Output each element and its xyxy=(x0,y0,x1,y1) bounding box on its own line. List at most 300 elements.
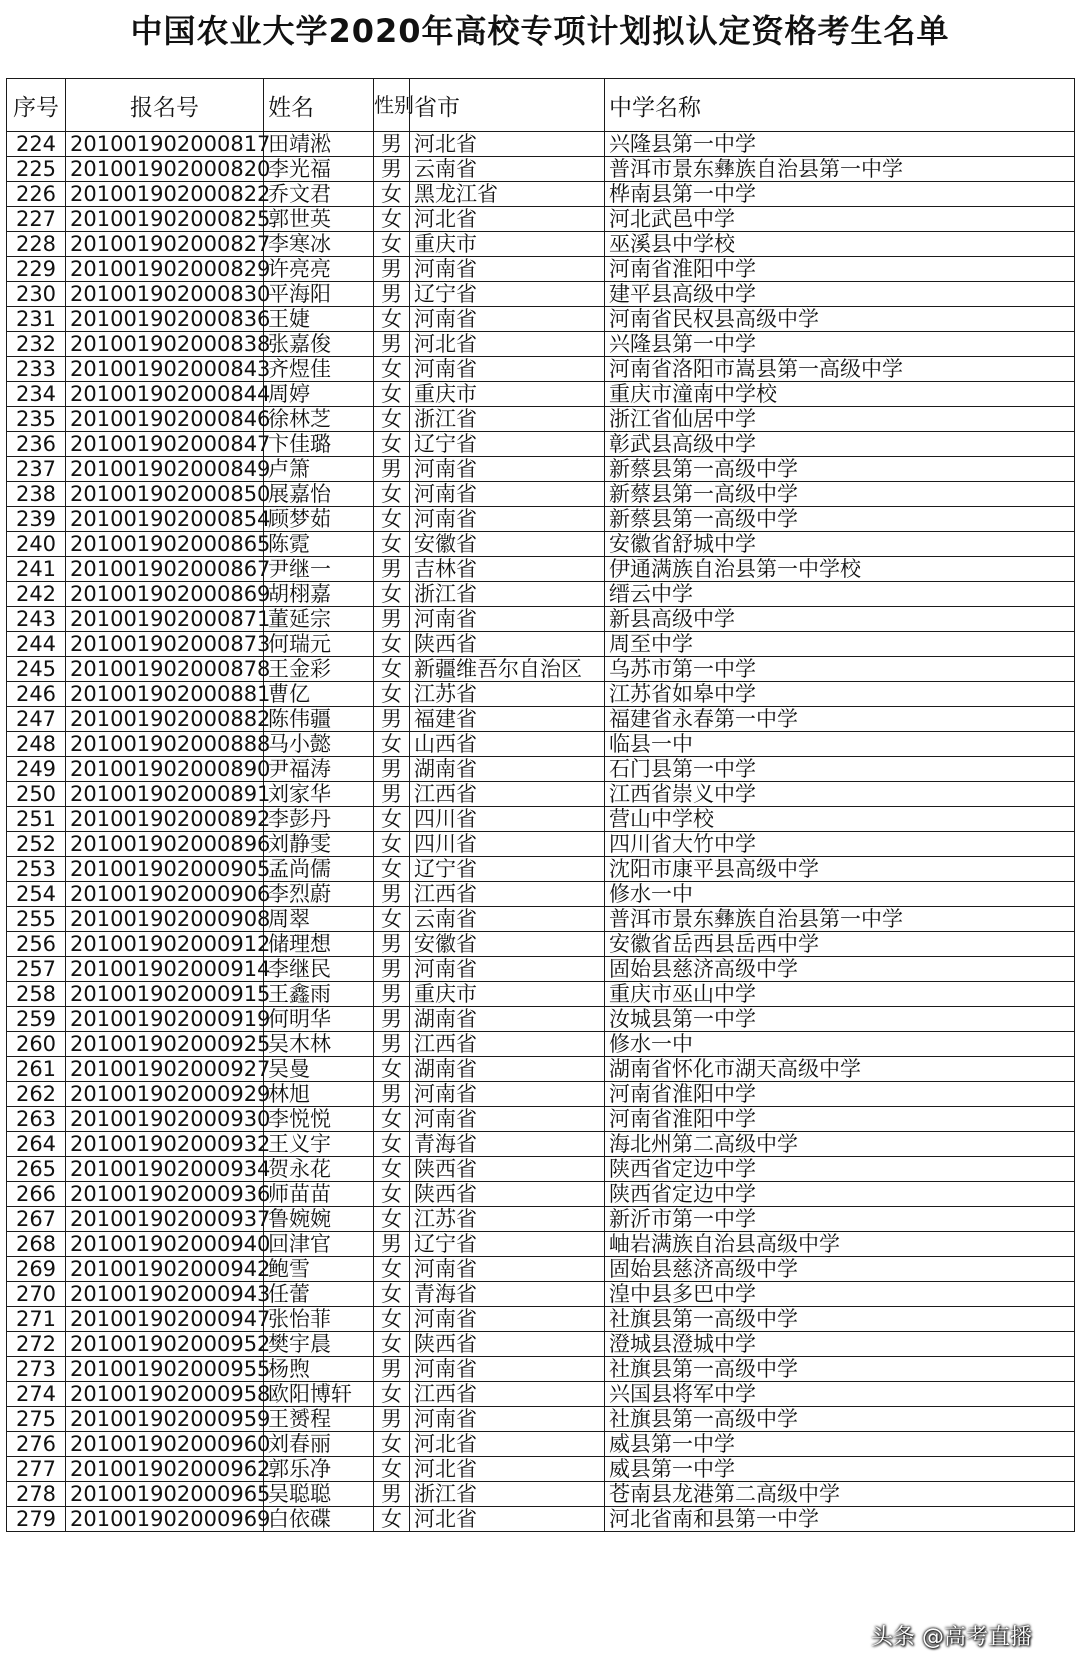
cell-province: 江西省 xyxy=(410,1032,605,1057)
cell-province: 河南省 xyxy=(410,957,605,982)
cell-reg-no: 201001902000869 xyxy=(66,582,264,607)
cell-gender: 女 xyxy=(374,832,410,857)
cell-gender: 女 xyxy=(374,1157,410,1182)
cell-seq: 254 xyxy=(7,882,66,907)
cell-seq: 279 xyxy=(7,1507,66,1532)
cell-reg-no: 201001902000888 xyxy=(66,732,264,757)
cell-name: 平海阳 xyxy=(264,282,374,307)
cell-province: 青海省 xyxy=(410,1282,605,1307)
table-row xyxy=(7,757,1075,782)
cell-school: 浙江省仙居中学 xyxy=(605,407,1075,432)
cell-province: 浙江省 xyxy=(410,407,605,432)
cell-school: 普洱市景东彝族自治县第一中学 xyxy=(605,157,1075,182)
cell-gender: 男 xyxy=(374,132,410,157)
cell-reg-no: 201001902000854 xyxy=(66,507,264,532)
cell-reg-no: 201001902000955 xyxy=(66,1357,264,1382)
cell-name: 鲍雪 xyxy=(264,1257,374,1282)
cell-province: 陕西省 xyxy=(410,632,605,657)
cell-reg-no: 201001902000962 xyxy=(66,1457,264,1482)
cell-name: 白依碟 xyxy=(264,1507,374,1532)
cell-seq: 270 xyxy=(7,1282,66,1307)
cell-province: 河南省 xyxy=(410,482,605,507)
cell-seq: 252 xyxy=(7,832,66,857)
cell-reg-no: 201001902000871 xyxy=(66,607,264,632)
cell-province: 河北省 xyxy=(410,1507,605,1532)
cell-name: 何明华 xyxy=(264,1007,374,1032)
cell-school: 乌苏市第一中学 xyxy=(605,657,1075,682)
cell-reg-no: 201001902000919 xyxy=(66,1007,264,1032)
table-row xyxy=(7,532,1075,557)
cell-reg-no: 201001902000936 xyxy=(66,1182,264,1207)
cell-school: 彰武县高级中学 xyxy=(605,432,1075,457)
cell-name: 李烈蔚 xyxy=(264,882,374,907)
cell-school: 沈阳市康平县高级中学 xyxy=(605,857,1075,882)
table-row xyxy=(7,882,1075,907)
cell-school: 河南省淮阳中学 xyxy=(605,1082,1075,1107)
cell-name: 顾梦茹 xyxy=(264,507,374,532)
cell-name: 陈伟疆 xyxy=(264,707,374,732)
table-row xyxy=(7,357,1075,382)
cell-reg-no: 201001902000912 xyxy=(66,932,264,957)
cell-seq: 228 xyxy=(7,232,66,257)
table-row xyxy=(7,682,1075,707)
cell-seq: 247 xyxy=(7,707,66,732)
cell-province: 湖南省 xyxy=(410,1007,605,1032)
cell-seq: 251 xyxy=(7,807,66,832)
cell-reg-no: 201001902000969 xyxy=(66,1507,264,1532)
cell-seq: 227 xyxy=(7,207,66,232)
cell-name: 欧阳博轩 xyxy=(264,1382,374,1407)
cell-gender: 女 xyxy=(374,1182,410,1207)
table-row xyxy=(7,332,1075,357)
cell-seq: 250 xyxy=(7,782,66,807)
cell-name: 卞佳璐 xyxy=(264,432,374,457)
cell-gender: 男 xyxy=(374,957,410,982)
cell-seq: 274 xyxy=(7,1382,66,1407)
cell-name: 樊宇晨 xyxy=(264,1332,374,1357)
cell-reg-no: 201001902000942 xyxy=(66,1257,264,1282)
table-row xyxy=(7,307,1075,332)
table-row xyxy=(7,1082,1075,1107)
table-row xyxy=(7,707,1075,732)
cell-name: 刘家华 xyxy=(264,782,374,807)
cell-seq: 262 xyxy=(7,1082,66,1107)
table-row xyxy=(7,1507,1075,1532)
table-row xyxy=(7,1057,1075,1082)
cell-seq: 257 xyxy=(7,957,66,982)
roster-table-container xyxy=(6,78,1075,1532)
cell-reg-no: 201001902000822 xyxy=(66,182,264,207)
cell-seq: 261 xyxy=(7,1057,66,1082)
cell-school: 营山中学校 xyxy=(605,807,1075,832)
table-row xyxy=(7,1032,1075,1057)
cell-province: 河南省 xyxy=(410,307,605,332)
cell-gender: 女 xyxy=(374,232,410,257)
cell-name: 回津官 xyxy=(264,1232,374,1257)
cell-province: 青海省 xyxy=(410,1132,605,1157)
cell-school: 威县第一中学 xyxy=(605,1432,1075,1457)
cell-name: 孟尚儒 xyxy=(264,857,374,882)
cell-school: 威县第一中学 xyxy=(605,1457,1075,1482)
cell-gender: 男 xyxy=(374,332,410,357)
cell-province: 云南省 xyxy=(410,157,605,182)
cell-province: 河南省 xyxy=(410,507,605,532)
cell-name: 鲁婉婉 xyxy=(264,1207,374,1232)
cell-reg-no: 201001902000930 xyxy=(66,1107,264,1132)
cell-seq: 268 xyxy=(7,1232,66,1257)
header-seq: 序号 xyxy=(7,79,66,132)
table-row xyxy=(7,232,1075,257)
cell-seq: 238 xyxy=(7,482,66,507)
cell-province: 山西省 xyxy=(410,732,605,757)
cell-gender: 女 xyxy=(374,732,410,757)
cell-seq: 246 xyxy=(7,682,66,707)
header-gender: 性别 xyxy=(374,79,410,132)
table-row xyxy=(7,1382,1075,1407)
cell-province: 河北省 xyxy=(410,132,605,157)
cell-name: 王婕 xyxy=(264,307,374,332)
page-title: 中国农业大学2020年高校专项计划拟认定资格考生名单 xyxy=(130,12,950,50)
cell-seq: 229 xyxy=(7,257,66,282)
cell-gender: 女 xyxy=(374,1457,410,1482)
cell-province: 安徽省 xyxy=(410,532,605,557)
cell-province: 湖南省 xyxy=(410,757,605,782)
watermark-text: 头条 @高考直播 xyxy=(871,1625,1032,1650)
cell-school: 兴隆县第一中学 xyxy=(605,332,1075,357)
cell-seq: 224 xyxy=(7,132,66,157)
table-row xyxy=(7,457,1075,482)
cell-province: 湖南省 xyxy=(410,1057,605,1082)
cell-gender: 女 xyxy=(374,1132,410,1157)
cell-reg-no: 201001902000820 xyxy=(66,157,264,182)
table-row xyxy=(7,907,1075,932)
cell-name: 王金彩 xyxy=(264,657,374,682)
cell-name: 李寒冰 xyxy=(264,232,374,257)
roster-table xyxy=(6,78,1075,1532)
cell-gender: 男 xyxy=(374,1482,410,1507)
cell-reg-no: 201001902000959 xyxy=(66,1407,264,1432)
header-school: 中学名称 xyxy=(605,79,1075,132)
cell-reg-no: 201001902000846 xyxy=(66,407,264,432)
table-row xyxy=(7,1232,1075,1257)
cell-seq: 271 xyxy=(7,1307,66,1332)
cell-name: 尹福涛 xyxy=(264,757,374,782)
cell-reg-no: 201001902000847 xyxy=(66,432,264,457)
cell-province: 江西省 xyxy=(410,882,605,907)
cell-province: 江苏省 xyxy=(410,682,605,707)
table-row xyxy=(7,132,1075,157)
cell-gender: 女 xyxy=(374,307,410,332)
cell-school: 江苏省如皋中学 xyxy=(605,682,1075,707)
cell-reg-no: 201001902000881 xyxy=(66,682,264,707)
cell-name: 马小懿 xyxy=(264,732,374,757)
cell-name: 张怡菲 xyxy=(264,1307,374,1332)
cell-reg-no: 201001902000867 xyxy=(66,557,264,582)
cell-name: 董延宗 xyxy=(264,607,374,632)
table-row xyxy=(7,1157,1075,1182)
cell-gender: 女 xyxy=(374,1307,410,1332)
table-row xyxy=(7,1332,1075,1357)
table-body xyxy=(7,132,1075,1532)
cell-school: 新蔡县第一高级中学 xyxy=(605,507,1075,532)
cell-reg-no: 201001902000844 xyxy=(66,382,264,407)
cell-name: 林旭 xyxy=(264,1082,374,1107)
cell-name: 周翠 xyxy=(264,907,374,932)
cell-school: 石门县第一中学 xyxy=(605,757,1075,782)
cell-name: 杨煦 xyxy=(264,1357,374,1382)
cell-province: 河南省 xyxy=(410,357,605,382)
cell-school: 河南省民权县高级中学 xyxy=(605,307,1075,332)
cell-gender: 女 xyxy=(374,1507,410,1532)
cell-name: 李彭丹 xyxy=(264,807,374,832)
cell-reg-no: 201001902000890 xyxy=(66,757,264,782)
cell-reg-no: 201001902000882 xyxy=(66,707,264,732)
cell-gender: 男 xyxy=(374,982,410,1007)
cell-reg-no: 201001902000952 xyxy=(66,1332,264,1357)
cell-seq: 241 xyxy=(7,557,66,582)
cell-name: 周婷 xyxy=(264,382,374,407)
cell-reg-no: 201001902000825 xyxy=(66,207,264,232)
cell-school: 澄城县澄城中学 xyxy=(605,1332,1075,1357)
cell-reg-no: 201001902000932 xyxy=(66,1132,264,1157)
cell-gender: 女 xyxy=(374,1057,410,1082)
cell-reg-no: 201001902000965 xyxy=(66,1482,264,1507)
table-header xyxy=(7,79,1075,132)
cell-reg-no: 201001902000906 xyxy=(66,882,264,907)
cell-gender: 男 xyxy=(374,157,410,182)
cell-reg-no: 201001902000940 xyxy=(66,1232,264,1257)
table-row xyxy=(7,157,1075,182)
cell-school: 苍南县龙港第二高级中学 xyxy=(605,1482,1075,1507)
cell-province: 河南省 xyxy=(410,1407,605,1432)
cell-gender: 女 xyxy=(374,807,410,832)
cell-seq: 233 xyxy=(7,357,66,382)
cell-reg-no: 201001902000891 xyxy=(66,782,264,807)
cell-province: 河南省 xyxy=(410,457,605,482)
cell-gender: 男 xyxy=(374,1032,410,1057)
cell-reg-no: 201001902000929 xyxy=(66,1082,264,1107)
cell-school: 安徽省舒城中学 xyxy=(605,532,1075,557)
cell-name: 许亮亮 xyxy=(264,257,374,282)
cell-reg-no: 201001902000960 xyxy=(66,1432,264,1457)
cell-reg-no: 201001902000836 xyxy=(66,307,264,332)
cell-gender: 女 xyxy=(374,1432,410,1457)
cell-school: 陕西省定边中学 xyxy=(605,1157,1075,1182)
cell-reg-no: 201001902000838 xyxy=(66,332,264,357)
table-row xyxy=(7,1007,1075,1032)
cell-province: 河南省 xyxy=(410,257,605,282)
cell-school: 河北武邑中学 xyxy=(605,207,1075,232)
cell-name: 任蕾 xyxy=(264,1282,374,1307)
cell-school: 重庆市巫山中学 xyxy=(605,982,1075,1007)
cell-gender: 男 xyxy=(374,932,410,957)
table-row xyxy=(7,182,1075,207)
cell-gender: 男 xyxy=(374,607,410,632)
cell-name: 刘春丽 xyxy=(264,1432,374,1457)
cell-seq: 242 xyxy=(7,582,66,607)
watermark xyxy=(839,1623,1032,1653)
cell-reg-no: 201001902000830 xyxy=(66,282,264,307)
cell-school: 河南省洛阳市嵩县第一高级中学 xyxy=(605,357,1075,382)
cell-seq: 235 xyxy=(7,407,66,432)
cell-reg-no: 201001902000873 xyxy=(66,632,264,657)
cell-gender: 男 xyxy=(374,882,410,907)
table-row xyxy=(7,832,1075,857)
cell-province: 四川省 xyxy=(410,832,605,857)
cell-gender: 女 xyxy=(374,682,410,707)
cell-province: 重庆市 xyxy=(410,232,605,257)
cell-seq: 265 xyxy=(7,1157,66,1182)
cell-province: 江苏省 xyxy=(410,1207,605,1232)
cell-school: 四川省大竹中学 xyxy=(605,832,1075,857)
cell-seq: 255 xyxy=(7,907,66,932)
cell-province: 陕西省 xyxy=(410,1182,605,1207)
cell-school: 福建省永春第一中学 xyxy=(605,707,1075,732)
header-province: 省市 xyxy=(410,79,605,132)
cell-province: 河北省 xyxy=(410,1457,605,1482)
cell-province: 辽宁省 xyxy=(410,1232,605,1257)
cell-gender: 女 xyxy=(374,1382,410,1407)
cell-school: 重庆市潼南中学校 xyxy=(605,382,1075,407)
cell-gender: 男 xyxy=(374,707,410,732)
cell-school: 河北省南和县第一中学 xyxy=(605,1507,1075,1532)
cell-school: 伊通满族自治县第一中学校 xyxy=(605,557,1075,582)
cell-school: 建平县高级中学 xyxy=(605,282,1075,307)
cell-school: 兴国县将军中学 xyxy=(605,1382,1075,1407)
cell-school: 新蔡县第一高级中学 xyxy=(605,457,1075,482)
cell-school: 湟中县多巴中学 xyxy=(605,1282,1075,1307)
cell-reg-no: 201001902000915 xyxy=(66,982,264,1007)
cell-school: 陕西省定边中学 xyxy=(605,1182,1075,1207)
cell-reg-no: 201001902000947 xyxy=(66,1307,264,1332)
cell-name: 王鑫雨 xyxy=(264,982,374,1007)
cell-seq: 236 xyxy=(7,432,66,457)
cell-name: 刘静雯 xyxy=(264,832,374,857)
toutiao-logo-icon xyxy=(839,1625,865,1651)
table-row xyxy=(7,607,1075,632)
cell-seq: 243 xyxy=(7,607,66,632)
cell-seq: 234 xyxy=(7,382,66,407)
cell-reg-no: 201001902000943 xyxy=(66,1282,264,1307)
cell-reg-no: 201001902000925 xyxy=(66,1032,264,1057)
cell-name: 王赟程 xyxy=(264,1407,374,1432)
table-row xyxy=(7,632,1075,657)
cell-gender: 男 xyxy=(374,557,410,582)
cell-school: 安徽省岳西县岳西中学 xyxy=(605,932,1075,957)
cell-province: 陕西省 xyxy=(410,1332,605,1357)
cell-gender: 女 xyxy=(374,432,410,457)
cell-school: 江西省崇义中学 xyxy=(605,782,1075,807)
cell-gender: 女 xyxy=(374,482,410,507)
cell-province: 河北省 xyxy=(410,332,605,357)
cell-school: 缙云中学 xyxy=(605,582,1075,607)
cell-reg-no: 201001902000908 xyxy=(66,907,264,932)
cell-name: 王义宇 xyxy=(264,1132,374,1157)
cell-name: 展嘉怡 xyxy=(264,482,374,507)
table-row xyxy=(7,582,1075,607)
table-row xyxy=(7,1432,1075,1457)
cell-name: 储理想 xyxy=(264,932,374,957)
cell-seq: 259 xyxy=(7,1007,66,1032)
cell-reg-no: 201001902000914 xyxy=(66,957,264,982)
cell-province: 新疆维吾尔自治区 xyxy=(410,657,605,682)
cell-gender: 男 xyxy=(374,782,410,807)
cell-school: 巫溪县中学校 xyxy=(605,232,1075,257)
cell-seq: 267 xyxy=(7,1207,66,1232)
cell-province: 吉林省 xyxy=(410,557,605,582)
cell-seq: 269 xyxy=(7,1257,66,1282)
cell-province: 浙江省 xyxy=(410,582,605,607)
cell-school: 新蔡县第一高级中学 xyxy=(605,482,1075,507)
cell-seq: 230 xyxy=(7,282,66,307)
cell-seq: 277 xyxy=(7,1457,66,1482)
cell-province: 河南省 xyxy=(410,1257,605,1282)
cell-gender: 女 xyxy=(374,1282,410,1307)
table-row xyxy=(7,1207,1075,1232)
cell-gender: 男 xyxy=(374,1407,410,1432)
cell-name: 张嘉俊 xyxy=(264,332,374,357)
cell-school: 社旗县第一高级中学 xyxy=(605,1307,1075,1332)
cell-reg-no: 201001902000817 xyxy=(66,132,264,157)
table-row xyxy=(7,1407,1075,1432)
table-row xyxy=(7,732,1075,757)
table-row xyxy=(7,382,1075,407)
cell-name: 李悦悦 xyxy=(264,1107,374,1132)
cell-province: 江西省 xyxy=(410,782,605,807)
cell-gender: 女 xyxy=(374,382,410,407)
cell-reg-no: 201001902000937 xyxy=(66,1207,264,1232)
table-row xyxy=(7,1257,1075,1282)
cell-seq: 244 xyxy=(7,632,66,657)
cell-province: 江西省 xyxy=(410,1382,605,1407)
cell-school: 社旗县第一高级中学 xyxy=(605,1407,1075,1432)
table-row xyxy=(7,957,1075,982)
cell-name: 吴聪聪 xyxy=(264,1482,374,1507)
table-row xyxy=(7,857,1075,882)
cell-province: 河南省 xyxy=(410,1082,605,1107)
table-row xyxy=(7,1182,1075,1207)
cell-gender: 女 xyxy=(374,207,410,232)
cell-seq: 249 xyxy=(7,757,66,782)
cell-reg-no: 201001902000829 xyxy=(66,257,264,282)
cell-school: 河南省淮阳中学 xyxy=(605,1107,1075,1132)
cell-school: 新县高级中学 xyxy=(605,607,1075,632)
cell-seq: 278 xyxy=(7,1482,66,1507)
cell-seq: 237 xyxy=(7,457,66,482)
cell-seq: 266 xyxy=(7,1182,66,1207)
cell-gender: 男 xyxy=(374,1357,410,1382)
table-row xyxy=(7,1457,1075,1482)
cell-name: 田靖淞 xyxy=(264,132,374,157)
table-row xyxy=(7,407,1075,432)
cell-reg-no: 201001902000843 xyxy=(66,357,264,382)
cell-reg-no: 201001902000892 xyxy=(66,807,264,832)
cell-gender: 男 xyxy=(374,457,410,482)
cell-name: 乔文君 xyxy=(264,182,374,207)
table-row xyxy=(7,257,1075,282)
cell-reg-no: 201001902000827 xyxy=(66,232,264,257)
cell-school: 临县一中 xyxy=(605,732,1075,757)
cell-school: 固始县慈济高级中学 xyxy=(605,957,1075,982)
cell-gender: 女 xyxy=(374,407,410,432)
cell-name: 尹继一 xyxy=(264,557,374,582)
cell-reg-no: 201001902000958 xyxy=(66,1382,264,1407)
table-row xyxy=(7,982,1075,1007)
table-row xyxy=(7,1132,1075,1157)
cell-province: 辽宁省 xyxy=(410,282,605,307)
cell-seq: 245 xyxy=(7,657,66,682)
table-row xyxy=(7,1307,1075,1332)
